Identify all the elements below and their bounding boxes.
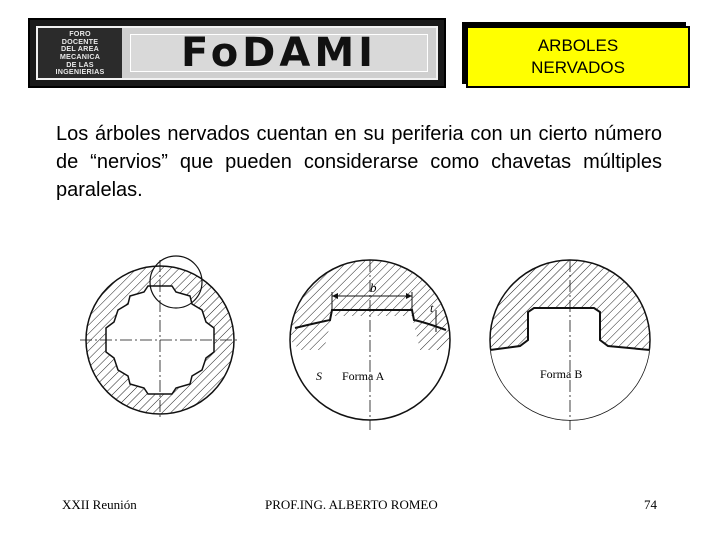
- footer-author: PROF.ING. ALBERTO ROMEO: [265, 497, 438, 512]
- slide-title-box: [466, 26, 690, 88]
- logo-line-5: DE LAS: [66, 59, 94, 69]
- title-line-2: NERVADOS: [531, 58, 625, 77]
- forma-b-label: Forma B: [540, 367, 583, 381]
- logo-line-6: INGENIERIAS: [55, 67, 105, 77]
- intro-paragraph: Los árboles nervados cuentan en su periferia con un cierto número de “nervios” que pueden considerarse como chavetas múltiples paralelas.: [56, 123, 662, 201]
- logo-text: FoDAMI: [180, 30, 378, 76]
- logo-inner: [36, 26, 438, 80]
- figure-forma-a: [290, 260, 450, 430]
- splined-shaft-figures: [80, 240, 680, 440]
- fodami-logo: [28, 18, 446, 88]
- title-line-1: ARBOLES: [537, 36, 619, 55]
- footer-event: XXII Reunión: [62, 497, 137, 512]
- figure-forma-b: [490, 260, 650, 430]
- logo-wordmark: [130, 30, 428, 76]
- section-s-label: S: [316, 369, 322, 383]
- logo-line-1: FORO: [69, 29, 91, 39]
- dimension-b-label: b: [370, 280, 377, 295]
- page-number: 74: [644, 497, 657, 512]
- logo-line-4: MECANICA: [59, 52, 101, 61]
- logo-line-2: DOCENTE: [61, 36, 99, 46]
- figure-hub-cross-section: [80, 256, 240, 420]
- forma-a-label: Forma A: [342, 369, 385, 383]
- logo-side-text: [38, 28, 122, 78]
- logo-line-3: DEL AREA: [61, 44, 99, 54]
- dimension-t-label: t: [430, 301, 434, 315]
